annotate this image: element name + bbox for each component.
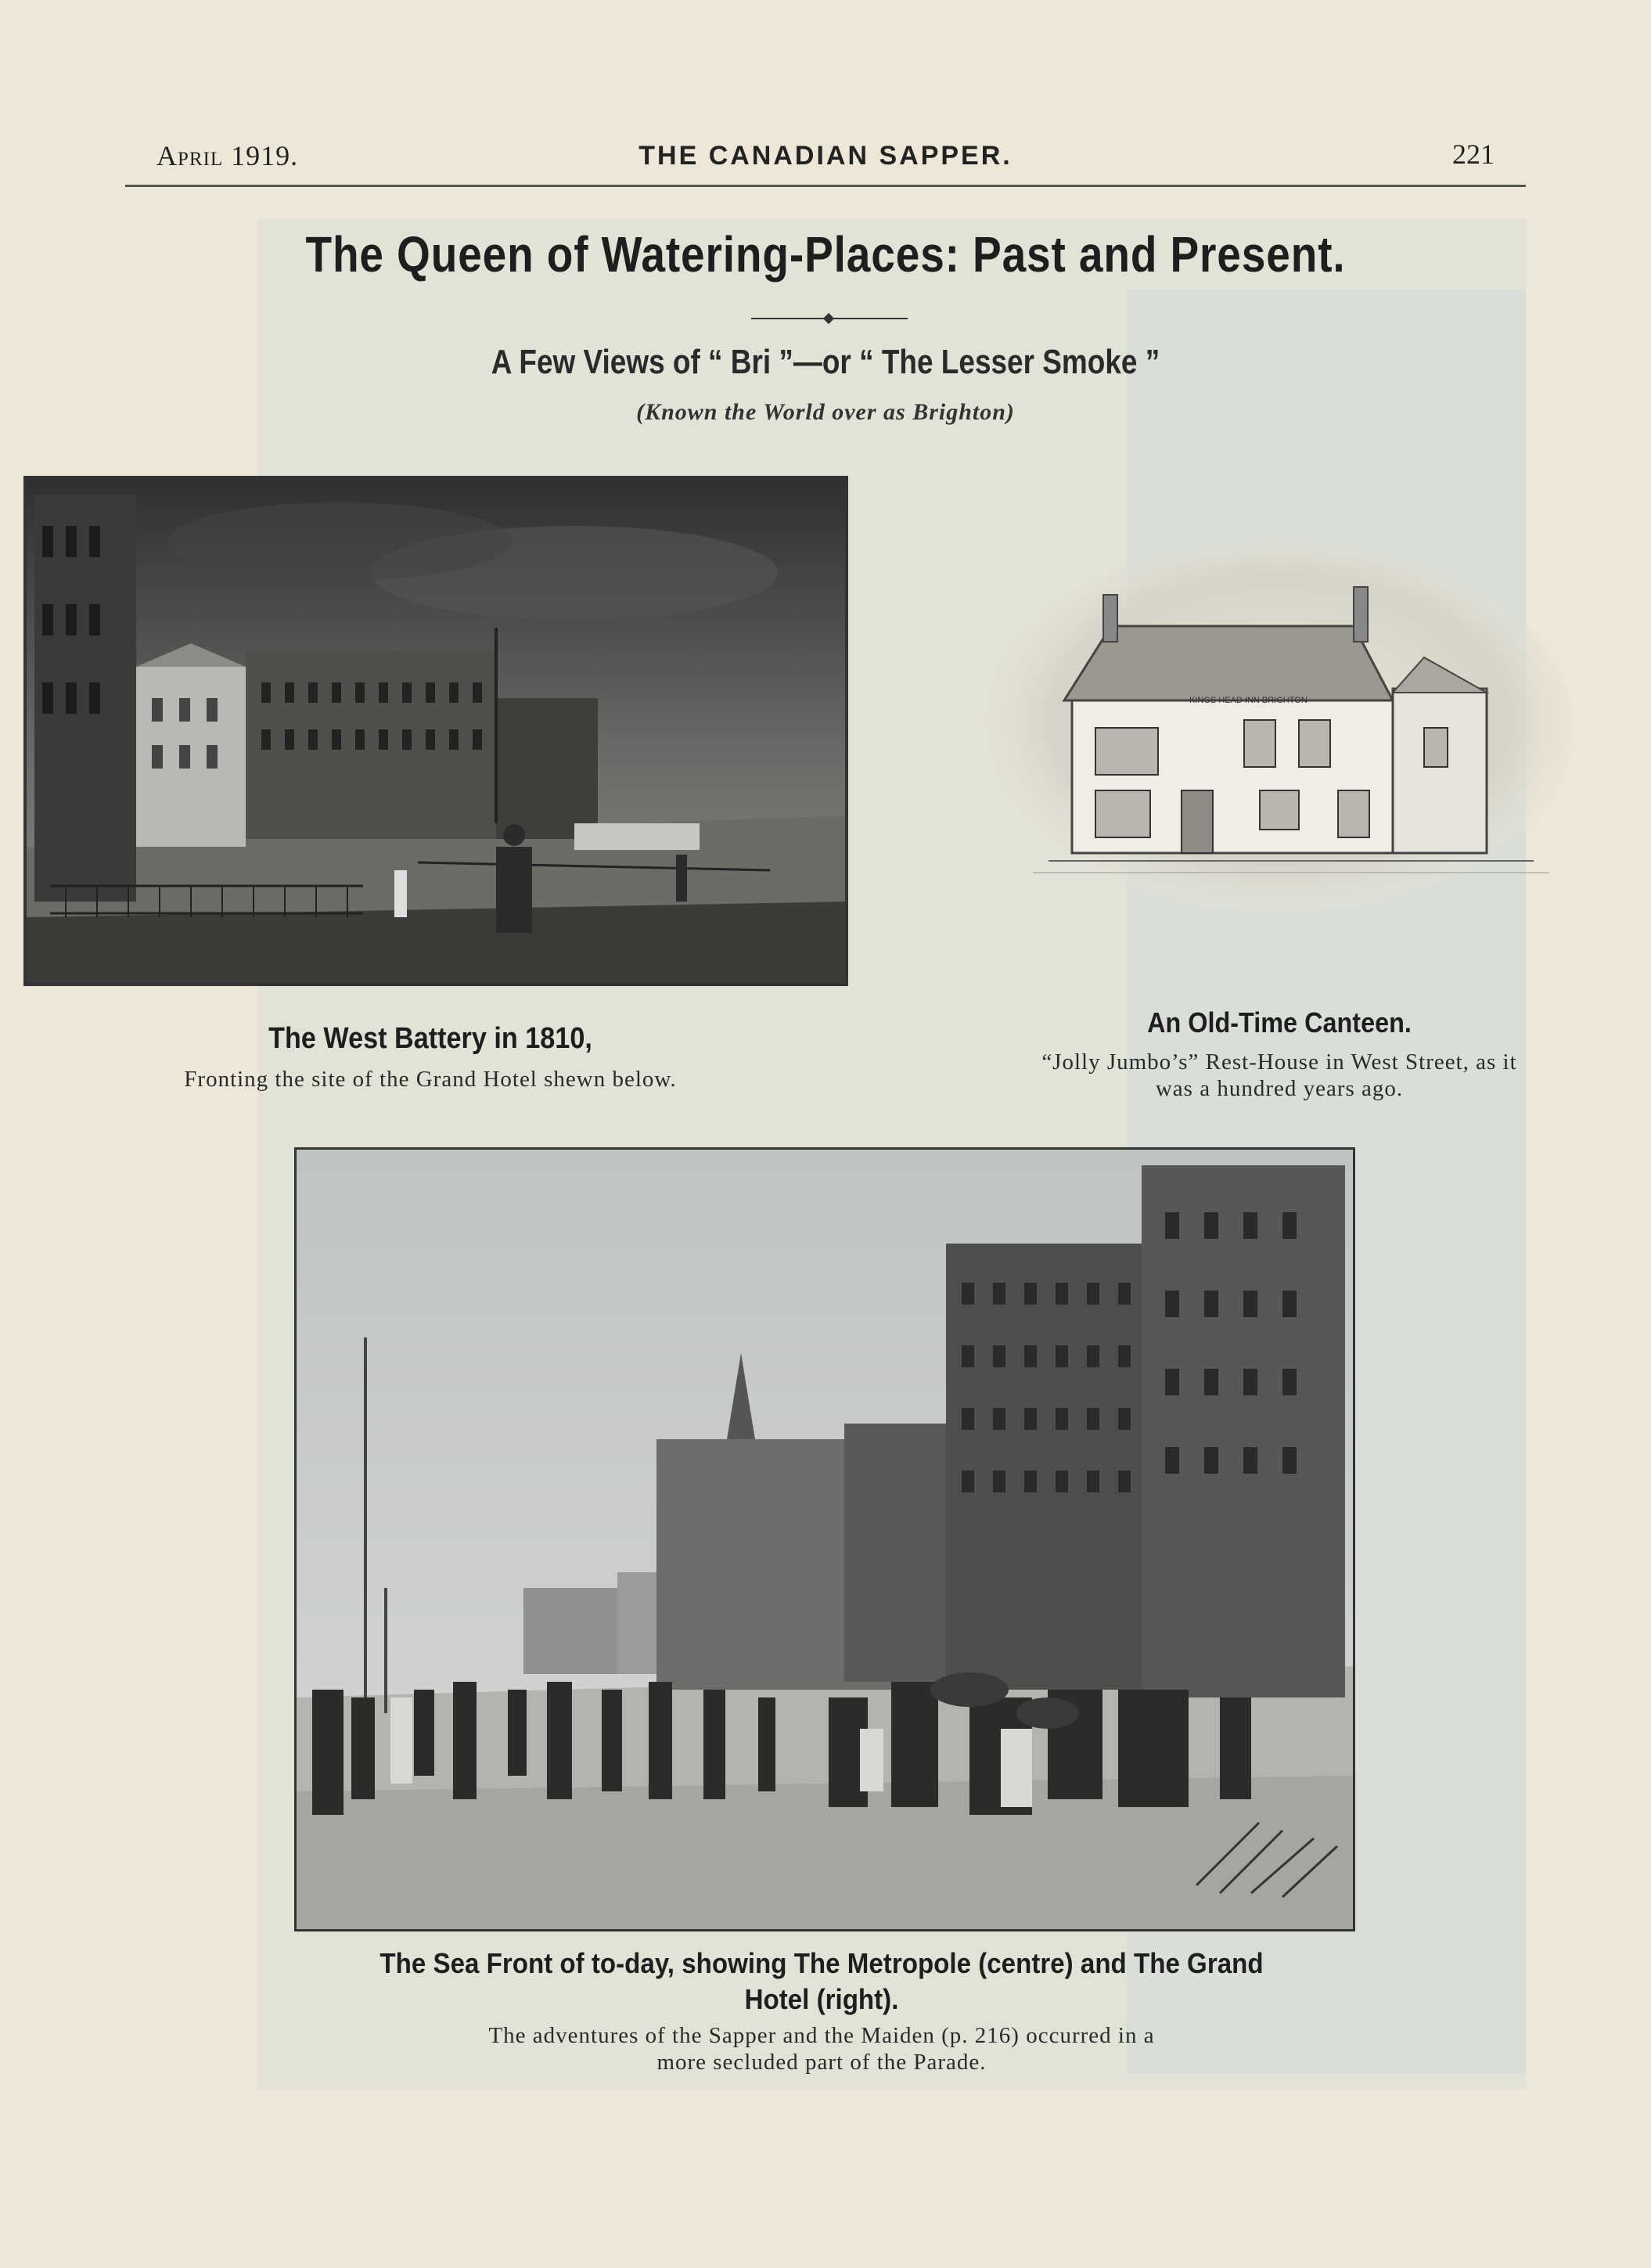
west-battery-engraving bbox=[23, 476, 848, 986]
figure-2-caption-body bbox=[955, 1049, 1604, 1102]
article-subtitle: A Few Views of “ Bri ”—or “ The Lesser Smoke ” bbox=[491, 343, 1160, 381]
caption-line: “Jolly Jumbo’s” Rest-House in West Street, as it bbox=[1041, 1049, 1517, 1075]
figure-2-caption-title: An Old-Time Canteen. bbox=[1147, 1006, 1412, 1039]
caption-line: more secluded part of the Parade. bbox=[656, 2050, 987, 2075]
caption-line: The adventures of the Sapper and the Maiden (p. 216) occurred in a bbox=[488, 2023, 1155, 2048]
inn-sign: KINGS HEAD INN BRIGHTON bbox=[1189, 696, 1307, 705]
caption-line: The Sea Front of to-day, showing The Metropole (centre) and The Grand bbox=[379, 1947, 1264, 1979]
figure-3-caption-body bbox=[282, 2022, 1361, 2075]
caption-line: was a hundred years ago. bbox=[1155, 1076, 1404, 1101]
issue-date: April 1919. bbox=[156, 140, 299, 171]
title-ornament bbox=[751, 315, 908, 322]
caption-line: Hotel (right). bbox=[744, 1983, 899, 2015]
figure-1-caption-title: The West Battery in 1810, bbox=[268, 1022, 592, 1055]
page-number: 221 bbox=[1452, 139, 1495, 170]
figure-3-caption-title bbox=[325, 1946, 1318, 2018]
figure-1-caption-body: Fronting the site of the Grand Hotel shewn below. bbox=[184, 1067, 677, 1092]
article-title: The Queen of Watering-Places: Past and Present. bbox=[305, 226, 1346, 283]
magazine-name: THE CANADIAN SAPPER. bbox=[638, 141, 1013, 171]
running-head bbox=[125, 133, 1526, 187]
sea-front-photograph bbox=[294, 1147, 1355, 1931]
article-subnote: (Known the World over as Brighton) bbox=[636, 399, 1015, 425]
old-time-canteen-sketch bbox=[986, 540, 1573, 916]
